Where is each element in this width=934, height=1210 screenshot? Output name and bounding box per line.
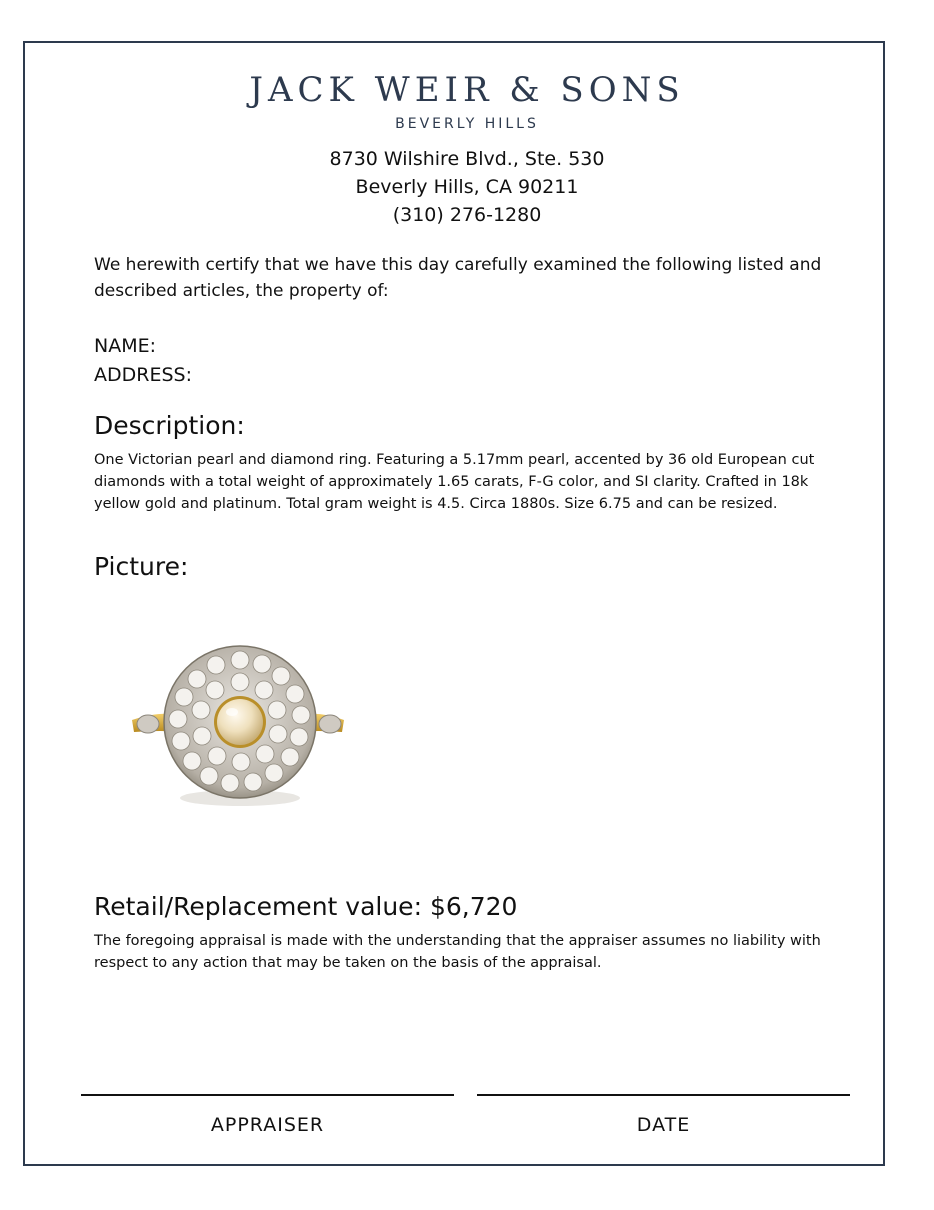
retail-value [94,892,517,921]
brand-logo-subtitle: BEVERLY HILLS [395,116,539,132]
disclaimer-text: The foregoing appraisal is made with the understanding that the appraiser assumes no liability with respect to any action that may be taken on the basis of the appraisal. [94,933,821,971]
description-text: One Victorian pearl and diamond ring. Featuring a 5.17mm pearl, accented by 36 old European cut diamonds with a total weight of approximately 1.65 carats, F-G color, and SI clarity. Crafted in 18k yellow gold and platinum. Total gram weight is 4.5. Circa 1880s. Size 6.75 and can be resized. [94,452,815,512]
ring-photo [122,640,352,820]
date-signature-line [477,1094,850,1096]
retail-value-label: Retail/Replacement value: [94,892,422,921]
description-heading: Description: [94,411,245,440]
address-label: ADDRESS: [94,364,192,386]
phone-number: (310) 276-1280 [392,204,542,226]
appraiser-signature-line [81,1094,454,1096]
appraiser-label: APPRAISER [210,1114,325,1136]
ring-illustration [122,640,352,820]
retail-value-amount: $6,720 [429,892,518,921]
address-line-1: 8730 Wilshire Blvd., Ste. 530 [329,148,605,170]
certification-statement: We herewith certify that we have this day carefully examined the following listed and described articles, the property of: [94,255,822,301]
date-label: DATE [636,1114,691,1136]
store-address [0,145,934,229]
address-line-2: Beverly Hills, CA 90211 [355,176,579,198]
brand-logo-title: JACK WEIR & SONS [249,70,685,110]
picture-heading: Picture: [94,552,189,581]
name-label: NAME: [94,335,157,357]
